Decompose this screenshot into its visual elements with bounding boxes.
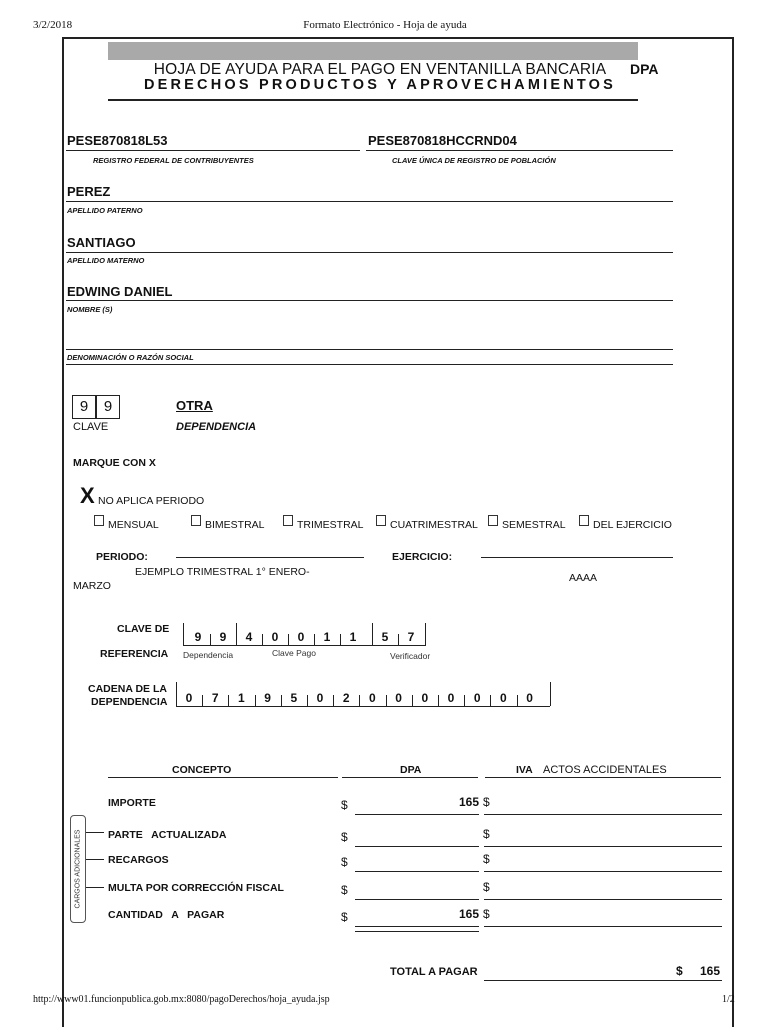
cadena-sep — [550, 682, 551, 706]
apellido-paterno-value: PEREZ — [67, 184, 111, 199]
dpa-amount-line — [355, 846, 479, 847]
total-value: 165 — [700, 964, 721, 978]
dependencia-value: OTRA — [176, 398, 213, 413]
dpa-amount-line — [355, 926, 479, 927]
razon-social-label: DENOMINACIÓN O RAZÓN SOCIAL — [67, 353, 194, 362]
dpa-amount-field[interactable]: 165 — [458, 907, 479, 921]
side-tick — [86, 887, 104, 888]
cadena-tick — [359, 695, 360, 706]
side-tick — [86, 832, 104, 833]
curp-value: PESE870818HCCRND04 — [368, 133, 517, 148]
title-band — [108, 42, 638, 60]
cadena-digit: 0 — [500, 691, 507, 705]
cadena-digit: 0 — [369, 691, 376, 705]
referencia-tick — [262, 634, 263, 645]
col-actos: ACTOS ACCIDENTALES — [543, 764, 667, 776]
referencia-tick — [210, 634, 211, 645]
option-semestral: SEMESTRAL — [502, 519, 566, 531]
form-title-line2: DERECHOS PRODUCTOS Y APROVECHAMIENTOS — [143, 77, 617, 93]
concept-row-label: CANTIDAD A PAGAR — [108, 909, 225, 921]
iva-currency: $ — [483, 795, 490, 809]
apellido-paterno-label: APELLIDO PATERNO — [67, 206, 143, 215]
cadena-digit: 2 — [342, 691, 350, 705]
header-line-iva — [485, 777, 721, 778]
cadena-tick — [438, 695, 439, 706]
referencia-digit-7: 1 — [349, 630, 357, 644]
form-title-line1: HOJA DE AYUDA PARA EL PAGO EN VENTANILLA BANCARIA — [153, 61, 607, 78]
form-frame — [62, 37, 734, 1027]
cadena-digit: 0 — [316, 691, 324, 705]
cadena-digit: 0 — [473, 691, 481, 705]
total-currency: $ — [676, 964, 683, 978]
cadena-tick — [464, 695, 465, 706]
title-underline — [108, 99, 638, 101]
clave-digit-2: 9 — [96, 395, 120, 419]
curp-line — [366, 150, 673, 151]
cadena-digit: 0 — [421, 691, 429, 705]
header-line-dpa — [342, 777, 478, 778]
cadena-tick — [386, 695, 387, 706]
side-tick — [86, 859, 104, 860]
clave-label: CLAVE — [73, 421, 109, 433]
referencia-sep — [236, 623, 237, 645]
referencia-digit-3: 4 — [245, 630, 253, 644]
cadena-digit: 0 — [447, 691, 455, 705]
razon-social-line — [66, 349, 673, 350]
option-del-ejercicio: DEL EJERCICIO — [593, 519, 672, 531]
nombre-value: EDWING DANIEL — [67, 284, 173, 299]
iva-currency: $ — [483, 852, 490, 866]
referencia-label-1: CLAVE DE — [117, 623, 170, 635]
referencia-tick — [340, 634, 341, 645]
cadena-tick — [281, 695, 282, 706]
cadena-tick — [255, 695, 256, 706]
print-title: Formato Electrónico - Hoja de ayuda — [303, 19, 467, 31]
cadena-sep — [176, 682, 177, 706]
cadena-digit: 9 — [264, 691, 271, 705]
option-mensual: MENSUAL — [108, 519, 159, 531]
checkbox-bimestral[interactable] — [191, 515, 201, 526]
cadena-tick — [202, 695, 203, 706]
dpa-amount-line — [355, 899, 479, 900]
iva-amount-line — [484, 926, 722, 927]
concept-row-label: RECARGOS — [108, 854, 169, 866]
referencia-digit-6: 1 — [323, 630, 331, 644]
checkbox-trimestral[interactable] — [283, 515, 293, 526]
checkbox-cuatrimestral[interactable] — [376, 515, 386, 526]
print-date: 3/2/2018 — [33, 19, 73, 31]
option-trimestral: TRIMESTRAL — [297, 519, 364, 531]
cadena-baseline — [176, 706, 550, 707]
dpa-currency: $ — [341, 830, 348, 844]
rfc-label: REGISTRO FEDERAL DE CONTRIBUYENTES — [93, 156, 254, 165]
referencia-sub-dependencia: Dependencia — [183, 650, 234, 660]
referencia-digit-8: 5 — [381, 630, 389, 644]
marque-instruction: MARQUE CON X — [73, 457, 156, 469]
dpa-amount-field[interactable]: 165 — [458, 795, 479, 809]
referencia-tick — [288, 634, 289, 645]
col-concepto: CONCEPTO — [172, 764, 232, 776]
cadena-tick — [412, 695, 413, 706]
cargos-adicionales-label: CARGOS ADICIONALES — [74, 829, 82, 909]
dpa-currency: $ — [341, 910, 348, 924]
checkbox-mensual[interactable] — [94, 515, 104, 526]
apellido-paterno-line — [66, 201, 673, 202]
cadena-digit: 0 — [526, 691, 533, 705]
col-dpa: DPA — [400, 764, 422, 776]
checkbox-semestral[interactable] — [488, 515, 498, 526]
header-line-concepto — [108, 777, 338, 778]
dpa-amount-line — [355, 814, 479, 815]
print-url: http://www01.funcionpublica.gob.mx:8080/pagoDerechos/hoja_ayuda.jsp — [33, 994, 330, 1005]
total-double-line — [355, 931, 479, 932]
cadena-digit: 5 — [290, 691, 298, 705]
referencia-label-2: REFERENCIA — [100, 648, 169, 660]
periodo-example-line1: EJEMPLO TRIMESTRAL 1° ENERO- — [135, 566, 310, 578]
ejercicio-label: EJERCICIO: — [392, 551, 453, 563]
referencia-digit-5: 0 — [297, 630, 305, 644]
dpa-currency: $ — [341, 883, 348, 897]
option-cuatrimestral: CUATRIMESTRAL — [390, 519, 478, 531]
concept-row-label: IMPORTE — [108, 797, 156, 809]
rfc-value: PESE870818L53 — [67, 133, 168, 148]
iva-currency: $ — [483, 907, 490, 921]
cadena-label-1: CADENA DE LA — [88, 683, 167, 695]
section-divider — [66, 364, 673, 365]
cadena-digit: 0 — [185, 691, 193, 705]
referencia-sep — [425, 623, 426, 645]
cadena-tick — [490, 695, 491, 706]
periodo-line — [176, 557, 364, 558]
referencia-sub-clave-pago: Clave Pago — [272, 648, 316, 658]
referencia-digit-9: 7 — [407, 630, 415, 644]
no-aplica-label: NO APLICA PERIODO — [98, 495, 205, 507]
iva-amount-line — [484, 846, 722, 847]
iva-currency: $ — [483, 880, 490, 894]
cadena-label-2: DEPENDENCIA — [91, 696, 168, 708]
rfc-line — [66, 150, 360, 151]
apellido-materno-value: SANTIAGO — [67, 235, 136, 250]
iva-currency: $ — [483, 827, 490, 841]
curp-label: CLAVE ÚNICA DE REGISTRO DE POBLACIÓN — [392, 156, 556, 165]
cadena-tick — [228, 695, 229, 706]
referencia-baseline — [183, 645, 426, 646]
cadena-tick — [333, 695, 334, 706]
periodo-label: PERIODO: — [96, 551, 148, 563]
print-page: 1/2 — [722, 994, 735, 1005]
total-label: TOTAL A PAGAR — [390, 966, 478, 978]
cadena-digit: 1 — [238, 691, 245, 705]
referencia-sub-verificador: Verificador — [390, 651, 431, 661]
apellido-materno-line — [66, 252, 673, 253]
no-aplica-mark[interactable]: X — [80, 483, 95, 508]
iva-amount-line — [484, 871, 722, 872]
option-bimestral: BIMESTRAL — [205, 519, 265, 531]
iva-amount-line — [484, 814, 722, 815]
ejercicio-format: AAAA — [569, 572, 598, 584]
nombre-label: NOMBRE (S) — [67, 305, 113, 314]
clave-digit-1: 9 — [72, 395, 96, 419]
referencia-sep — [372, 623, 373, 645]
referencia-sep — [183, 623, 184, 645]
periodo-example-line2: MARZO — [73, 580, 111, 592]
referencia-digit-4: 0 — [271, 630, 279, 644]
dpa-currency: $ — [341, 855, 348, 869]
dpa-amount-line — [355, 871, 479, 872]
referencia-digit-1: 9 — [194, 630, 202, 644]
cadena-digit: 0 — [395, 691, 402, 705]
nombre-line — [66, 300, 673, 301]
checkbox-del-ejercicio[interactable] — [579, 515, 589, 526]
cadena-digit: 7 — [211, 691, 219, 705]
dpa-currency: $ — [341, 798, 348, 812]
iva-amount-line — [484, 899, 722, 900]
ejercicio-line — [481, 557, 673, 558]
cargos-adicionales-box — [70, 815, 86, 923]
referencia-tick — [398, 634, 399, 645]
cadena-tick — [307, 695, 308, 706]
referencia-tick — [314, 634, 315, 645]
form-tag: DPA — [630, 61, 659, 77]
cadena-tick — [517, 695, 518, 706]
dependencia-label: DEPENDENCIA — [176, 421, 257, 433]
col-iva: IVA — [516, 764, 533, 776]
concept-row-label: PARTE ACTUALIZADA — [108, 829, 227, 841]
concept-row-label: MULTA POR CORRECCIÓN FISCAL — [108, 882, 284, 894]
referencia-digit-2: 9 — [219, 630, 227, 644]
total-line — [484, 980, 722, 981]
apellido-materno-label: APELLIDO MATERNO — [67, 256, 145, 265]
